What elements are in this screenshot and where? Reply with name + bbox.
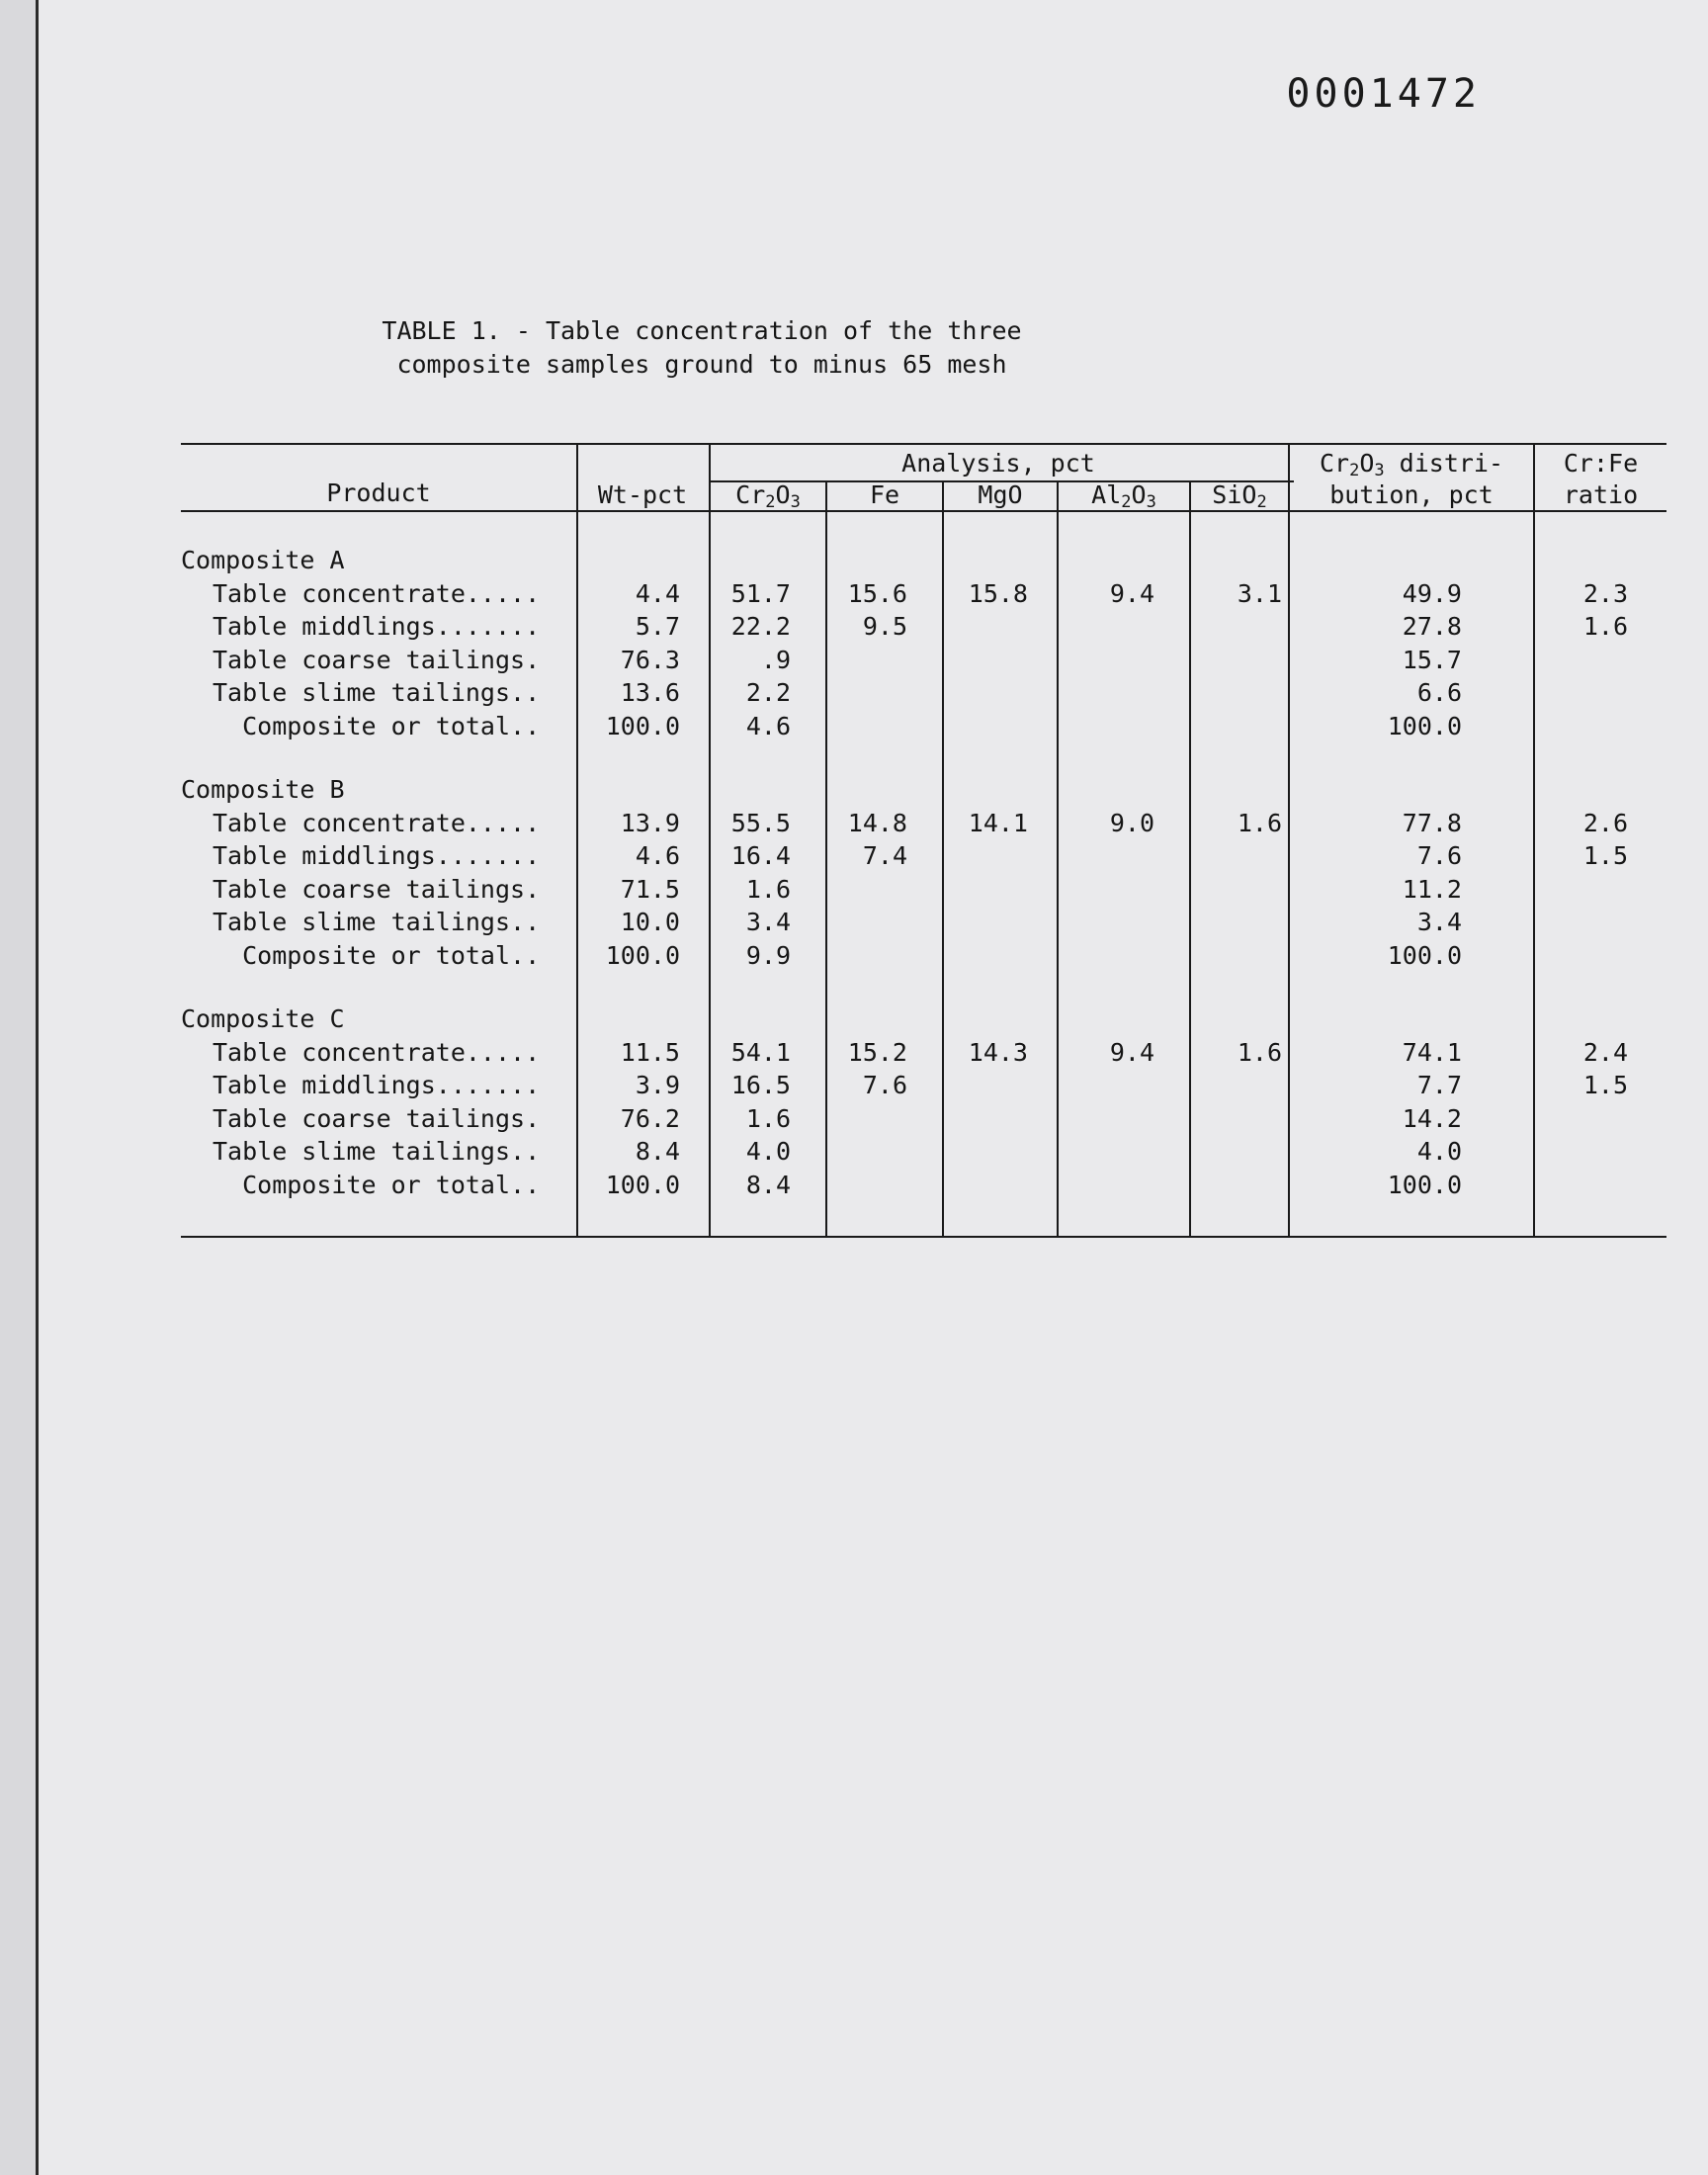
cell-dist: 6.6 [1416, 678, 1462, 708]
cell-cr2o3: 1.6 [745, 874, 791, 904]
cell-cr2o3: 1.6 [745, 1103, 791, 1133]
cell-wt: 100.0 [605, 1171, 680, 1199]
cell-al2o3: 9.4 [1109, 578, 1154, 608]
cell-fe: 7.6 [862, 1071, 907, 1100]
cell-ratio: 1.5 [1582, 841, 1628, 871]
cell-wt: 100.0 [605, 712, 680, 740]
cell-cr2o3: 16.5 [730, 1071, 791, 1100]
cell-fe: 15.2 [847, 1037, 907, 1067]
cell-dist: 3.4 [1416, 908, 1462, 937]
cell-cr2o3: 4.6 [745, 712, 791, 740]
row-product: Table slime tailings.. [213, 908, 541, 937]
row-product: Table concentrate..... [213, 808, 541, 837]
cell-wt: 4.6 [635, 841, 680, 871]
header-product: Product [326, 478, 431, 507]
cell-fe: 15.6 [847, 578, 907, 608]
cell-dist: 100.0 [1387, 1171, 1462, 1199]
cell-wt: 71.5 [620, 874, 680, 904]
cell-wt: 8.4 [635, 1137, 680, 1167]
row-product: Table coarse tailings. [213, 645, 541, 674]
cell-dist: 77.8 [1402, 808, 1462, 837]
cell-al2o3: 9.4 [1109, 1037, 1154, 1067]
row-product: Table middlings....... [213, 612, 541, 642]
row-product: Composite or total.. [213, 1171, 541, 1199]
cell-wt: 76.2 [620, 1103, 680, 1133]
cell-wt: 11.5 [620, 1037, 680, 1067]
cell-dist: 100.0 [1387, 712, 1462, 740]
cell-dist: 7.6 [1416, 841, 1462, 871]
cell-mgo: 14.3 [968, 1037, 1028, 1067]
cell-wt: 13.6 [620, 678, 680, 708]
header-al2o3: $Al_2O_3$ [1091, 480, 1156, 512]
cell-ratio: 2.4 [1582, 1037, 1628, 1067]
cell-dist: 11.2 [1402, 874, 1462, 904]
cell-cr2o3: 2.2 [745, 678, 791, 708]
table-top-rule [181, 443, 1666, 445]
cell-sio2: 3.1 [1237, 578, 1282, 608]
row-product: Table coarse tailings. [213, 1103, 541, 1133]
cell-fe: 7.4 [862, 841, 907, 871]
row-product: Table slime tailings.. [213, 678, 541, 708]
cell-ratio: 1.5 [1582, 1071, 1628, 1100]
cell-cr2o3: .9 [760, 645, 791, 674]
row-product: Table slime tailings.. [213, 1137, 541, 1167]
title-line-1: TABLE 1. - Table concentration of the three [382, 316, 1022, 345]
cell-sio2: 1.6 [1237, 1037, 1282, 1067]
col-divider [1288, 443, 1290, 1238]
header-ratio-1: Cr:Fe [1563, 449, 1639, 478]
group-heading: Composite B [181, 775, 345, 804]
cell-cr2o3: 4.0 [745, 1137, 791, 1167]
cell-ratio: 2.3 [1582, 578, 1628, 608]
cell-cr2o3: 55.5 [730, 808, 791, 837]
table-title [356, 314, 1048, 382]
cell-dist: 15.7 [1402, 645, 1462, 674]
row-product: Table concentrate..... [213, 578, 541, 608]
group-heading: Composite C [181, 1004, 345, 1033]
cell-wt: 5.7 [635, 612, 680, 642]
cell-dist: 4.0 [1416, 1137, 1462, 1167]
table-bottom-rule [181, 1236, 1666, 1238]
cell-cr2o3: 51.7 [730, 578, 791, 608]
cell-sio2: 1.6 [1237, 808, 1282, 837]
cell-mgo: 15.8 [968, 578, 1028, 608]
cell-fe: 9.5 [862, 612, 907, 642]
group-heading: Composite A [181, 546, 345, 574]
cell-wt: 100.0 [605, 941, 680, 970]
cell-dist: 14.2 [1402, 1103, 1462, 1133]
row-product: Table coarse tailings. [213, 874, 541, 904]
header-ratio-2: ratio [1563, 480, 1639, 509]
cell-cr2o3: 54.1 [730, 1037, 791, 1067]
cell-dist: 100.0 [1387, 941, 1462, 970]
cell-wt: 13.9 [620, 808, 680, 837]
title-line-2: composite samples ground to minus 65 mesh [396, 350, 1007, 379]
cell-wt: 3.9 [635, 1071, 680, 1100]
cell-cr2o3: 9.9 [745, 941, 791, 970]
header-mgo: MgO [978, 480, 1023, 509]
cell-mgo: 14.1 [968, 808, 1028, 837]
row-product: Table middlings....... [213, 1071, 541, 1100]
cell-cr2o3: 22.2 [730, 612, 791, 642]
header-fe: Fe [869, 480, 900, 509]
cell-wt: 10.0 [620, 908, 680, 937]
cell-dist: 74.1 [1402, 1037, 1462, 1067]
cell-ratio: 1.6 [1582, 612, 1628, 642]
cell-al2o3: 9.0 [1109, 808, 1154, 837]
cell-cr2o3: 16.4 [730, 841, 791, 871]
row-product: Composite or total.. [213, 941, 541, 970]
header-wt: Wt-pct [597, 480, 688, 509]
data-table [181, 443, 1666, 1242]
header-sio2: SiO$_2$ [1212, 480, 1267, 512]
cell-wt: 76.3 [620, 645, 680, 674]
page-id: 0001472 [1286, 71, 1481, 117]
cell-dist: 7.7 [1416, 1071, 1462, 1100]
header-dist-2: bution, pct [1329, 480, 1494, 509]
row-product: Table middlings....... [213, 841, 541, 871]
row-product: Composite or total.. [213, 712, 541, 740]
cell-cr2o3: 8.4 [745, 1171, 791, 1199]
cell-cr2o3: 3.4 [745, 908, 791, 937]
cell-dist: 49.9 [1402, 578, 1462, 608]
row-product: Table concentrate..... [213, 1037, 541, 1067]
header-analysis: Analysis, pct [901, 449, 1095, 478]
cell-ratio: 2.6 [1582, 808, 1628, 837]
cell-wt: 4.4 [635, 578, 680, 608]
scan-edge [0, 0, 36, 2175]
cell-dist: 27.8 [1402, 612, 1462, 642]
header-dist-1: $Cr_2O_3$ distri- [1319, 449, 1504, 480]
header-cr2o3: $Cr_2O_3$ [735, 480, 801, 512]
cell-fe: 14.8 [847, 808, 907, 837]
